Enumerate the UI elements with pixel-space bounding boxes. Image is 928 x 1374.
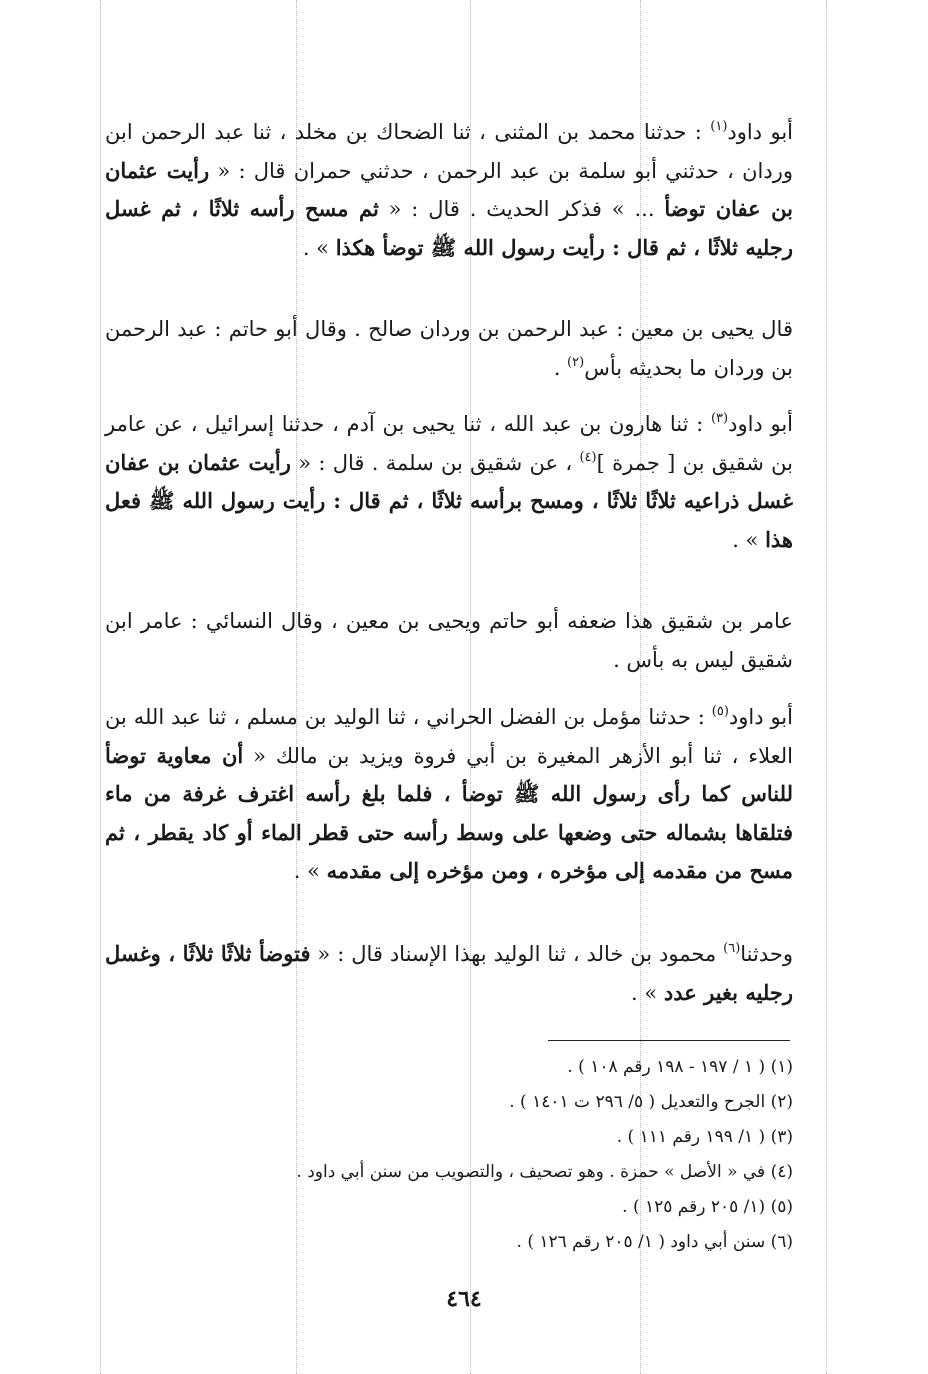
footnotes <box>105 1050 793 1260</box>
footnote-marker: (٥) <box>711 704 729 719</box>
text-run: ... » فذكر الحديث . قال : « <box>378 197 665 221</box>
text-run: أبو داود <box>727 120 793 144</box>
footnote: (٢) الجرح والتعديل ( ٥/ ٢٩٦ ت ١٤٠١ ) . <box>509 1092 793 1112</box>
text-run: » . <box>732 527 766 552</box>
text-run: » . <box>302 235 336 260</box>
text-run: . <box>553 355 568 380</box>
footnote-marker: (٦) <box>723 941 741 956</box>
paragraph-3 <box>105 405 793 559</box>
text-run: » . <box>293 859 327 883</box>
scan-line <box>826 0 827 1374</box>
footnote-marker: (٣) <box>710 411 729 426</box>
paragraph-1 <box>105 113 793 267</box>
bold-text-run: أن معاوية توضأ للناس كما رأى رسول الله ﷺ توضأ ، فلما بلغ رأسه اغترف غرفة من ماء فتلقاها بشماله حتى وضعها على وسط رأسه حتى قطر الماء أو كاد يقطر ، ثم مسح من مقدمه إلى مؤخره ، ومن مؤخره إلى مقدمه <box>105 742 793 883</box>
paragraph-4 <box>105 602 793 679</box>
text-run: أبو داود <box>728 705 793 729</box>
page-number: ٤٦٤ <box>446 1286 482 1312</box>
paragraph-2 <box>105 310 793 387</box>
footnote-marker: (٢) <box>567 354 585 370</box>
text-run: محمود بن خالد ، ثنا الوليد بهذا الإسناد قال : « <box>310 942 724 966</box>
paragraph-5 <box>105 698 793 891</box>
footnote-marker: (٤) <box>579 449 597 465</box>
footnote: (١) ( ١ / ١٩٧ - ١٩٨ رقم ١٠٨ ) . <box>567 1057 793 1077</box>
footnote: (٦) سنن أبي داود ( ١/ ٢٠٥ رقم ١٢٦ ) . <box>516 1232 793 1252</box>
bold-text-run: فتوضأ ثلاثًا ثلاثًا ، وغسل رجليه بغير عدد <box>105 941 793 1005</box>
text-run: ، عن شقيق بن سلمة . قال : « <box>290 450 580 475</box>
bold-text-run: رأيت عثمان بن عفان توضأ <box>105 157 793 221</box>
text-run: قال يحيى بن معين : عبد الرحمن بن وردان صالح . وقال أبو حاتم : عبد الرحمن بن وردان ما بحديثه بأس <box>105 317 793 380</box>
bold-text-run: ثم مسح رأسه ثلاثًا ، ثم غسل رجليه ثلاثًا ، ثم قال : رأيت رسول الله ﷺ توضأ هكذا <box>105 196 793 260</box>
scan-line <box>100 0 101 1374</box>
text-run: عامر بن شقيق هذا ضعفه أبو حاتم ويحيى بن معين ، وقال النسائي : عامر ابن شقيق ليس به بأس . <box>105 609 793 672</box>
text-run: » . <box>631 980 664 1005</box>
text-run: : حدثنا مؤمل بن الفضل الحراني ، ثنا الوليد بن مسلم ، ثنا عبد الله بن العلاء ، ثنا أبو الأزهر المغيرة بن أبي فروة ويزيد بن مالك « <box>105 705 793 768</box>
paragraph-6 <box>105 935 793 1012</box>
bold-text-run: رأيت عثمان بن عفان غسل ذراعيه ثلاثًا ثلاثًا ، ومسح برأسه ثلاثًا ، ثم قال : رأيت رسول الله ﷺ فعل هذا <box>105 449 793 552</box>
footnote: (٥) (١/ ٢٠٥ رقم ١٢٥ ) . <box>622 1197 793 1217</box>
footnote: (٤) في « الأصل » حمزة . وهو تصحيف ، والتصويب من سنن أبي داود . <box>296 1162 793 1182</box>
text-run: : حدثنا محمد بن المثنى ، ثنا الضحاك بن مخلد ، ثنا عبد الرحمن ابن وردان ، حدثني أبو سلمة بن عبد الرحمن ، حدثني حمران قال : « <box>105 120 793 183</box>
text-run: : ثنا هارون بن عبد الله ، ثنا يحيى بن آدم ، حدثنا إسرائيل ، عن عامر بن شقيق بن [ جمرة ] <box>105 412 793 475</box>
footnote-marker: (١) <box>710 119 728 134</box>
footnote: (٣) ( ١/ ١٩٩ رقم ١١١ ) . <box>616 1127 793 1147</box>
text-run: أبو داود <box>728 412 794 436</box>
footnote-separator <box>548 1040 790 1041</box>
text-run: وحدثنا <box>740 942 793 966</box>
